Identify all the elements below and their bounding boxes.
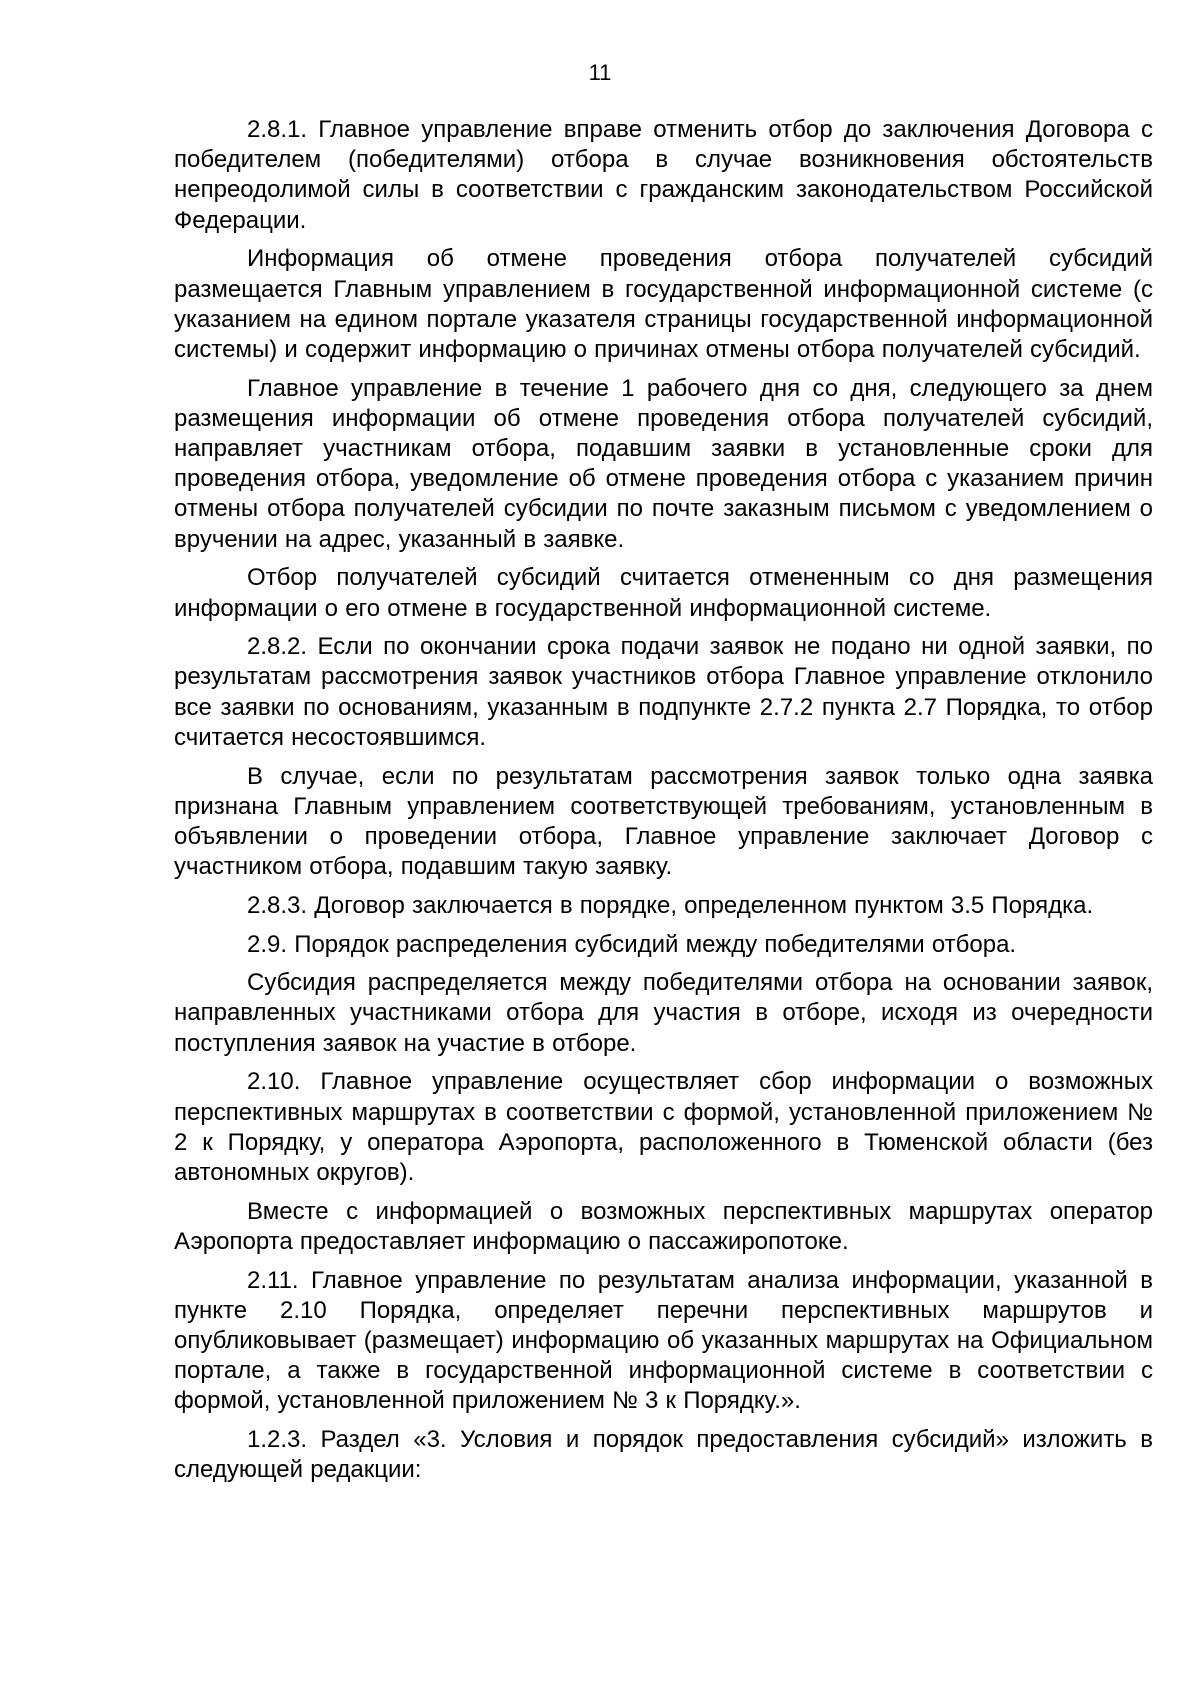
paragraph-2-8-3: 2.8.3. Договор заключается в порядке, определенном пунктом 3.5 Порядка. [247, 891, 1094, 919]
paragraph-cancellation-notice: Главное управление в течение 1 рабочего дня со дня, следующего за днем размещения информации об отмене проведения отбора получателей субсидий, направляет участникам отбора, подавшим заявки в установленные сроки для проведения отбора, уведомление об отмене проведения отбора с указанием причин отмены отбора получателей субсидии по почте заказным письмом с уведомлением о вручении на адрес, указанный в заявке. [174, 374, 1153, 553]
paragraph-1-2-3: 1.2.3. Раздел «3. Условия и порядок предоставления субсидий» изложить в следующей редакции: [174, 1426, 1153, 1484]
paragraph-2-8-2: 2.8.2. Если по окончании срока подачи заявок не подано ни одной заявки, по результатам рассмотрения заявок участников отбора Главное управление отклонило все заявки по основаниям, указанным в подпункте 2.7.2 пункта 2.7 Порядка, то отбор считается несостоявшимся. [174, 633, 1153, 751]
page-number: 11 [588, 60, 612, 85]
paragraph-cancellation-effective: Отбор получателей субсидий считается отмененным со дня размещения информации о его отмене в государственной информационной системе. [174, 564, 1153, 622]
paragraph-subsidy-distribution: Субсидия распределяется между победителями отбора на основании заявок, направленных участниками отбора для участия в отборе, исходя из очередности поступления заявок на участие в отборе. [174, 969, 1153, 1057]
paragraph-2-11: 2.11. Главное управление по результатам анализа информации, указанной в пункте 2.10 Порядка, определяет перечни перспективных маршрутов и опубликовывает (размещает) информацию об указанных маршрутах на Официальном портале, а также в государственной информационной системе в соответствии с формой, установленной приложением № 3 к Порядку.». [174, 1266, 1153, 1415]
document-body [174, 115, 1153, 1494]
paragraph-passenger-flow: Вместе с информацией о возможных перспективных маршрутах оператор Аэропорта предоставляет информацию о пассажиропотоке. [174, 1197, 1153, 1255]
paragraph-cancellation-info: Информация об отмене проведения отбора получателей субсидий размещается Главным управлением в государственной информационной системе (с указанием на едином портале указателя страницы государственной информационной системы) и содержит информацию о причинах отмены отбора получателей субсидий. [174, 245, 1153, 363]
paragraph-2-10: 2.10. Главное управление осуществляет сбор информации о возможных перспективных маршрутах в соответствии с формой, установленной приложением № 2 к Порядку, у оператора Аэропорта, расположенного в Тюменской области (без автономных округов). [174, 1068, 1153, 1186]
paragraph-2-8-1: 2.8.1. Главное управление вправе отменить отбор до заключения Договора с победителем (победителями) отбора в случае возникновения обстоятельств непреодолимой силы в соответствии с гражданским законодательством Российской Федерации. [174, 116, 1153, 234]
paragraph-single-application: В случае, если по результатам рассмотрения заявок только одна заявка признана Главным управлением соответствующей требованиям, установленным в объявлении о проведении отбора, Главное управление заключает Договор с участником отбора, подавшим такую заявку. [174, 762, 1153, 881]
paragraph-2-9: 2.9. Порядок распределения субсидий между победителями отбора. [247, 930, 1017, 958]
